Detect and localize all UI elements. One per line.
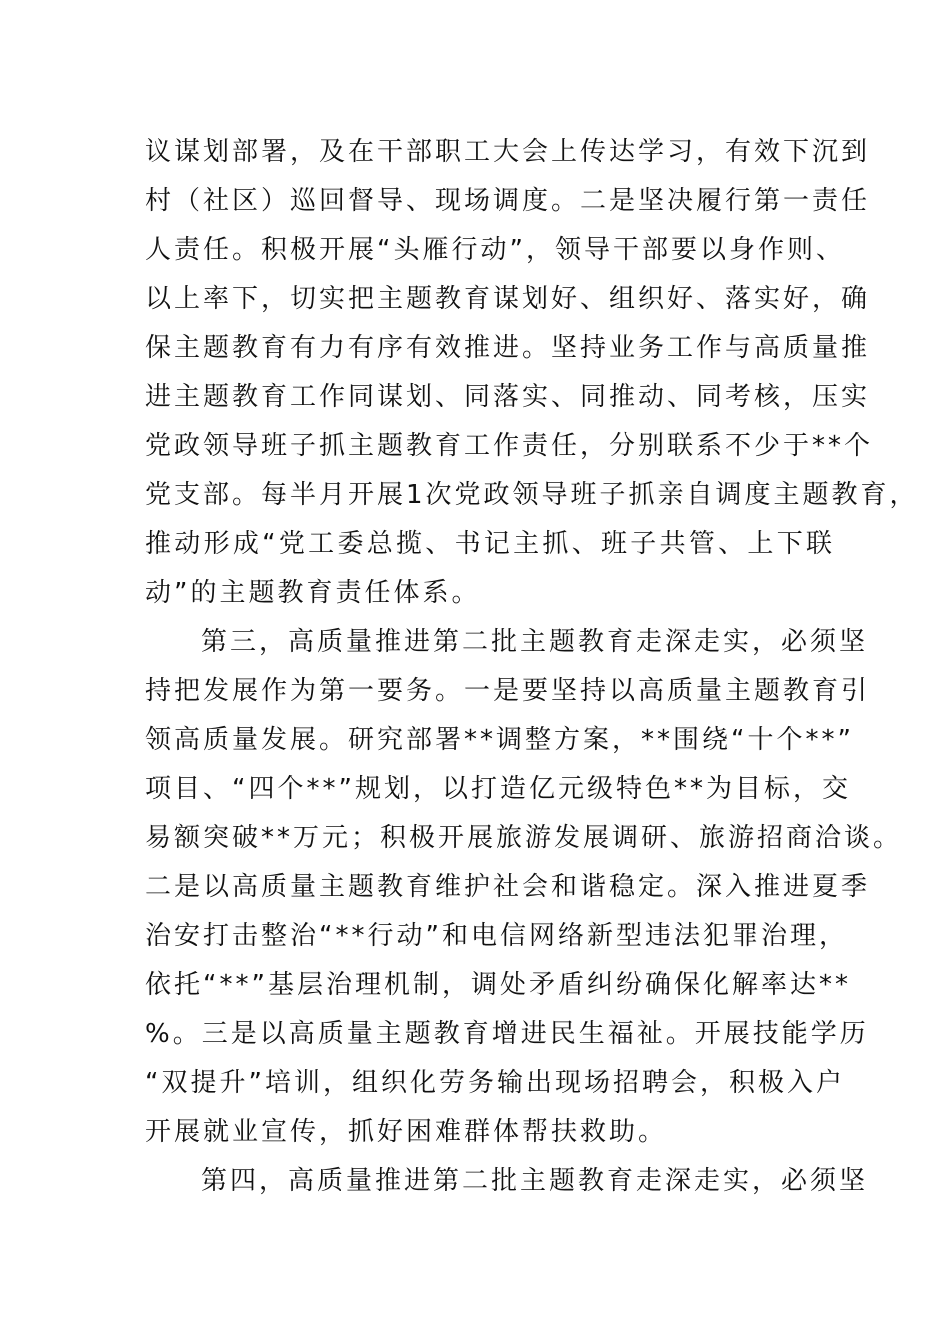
text-line: 治安打击整治“**行动”和电信网络新型违法犯罪治理， <box>145 921 848 951</box>
text-line: 进主题教育工作同谋划、同落实、同推动、同考核，压实 <box>145 382 871 412</box>
text-line: “双提升”培训，组织化劳务输出现场招聘会，积极入户 <box>145 1068 845 1098</box>
text-line: 依托“**”基层治理机制，调处矛盾纠纷确保化解率达** <box>145 970 851 1000</box>
text-line: %。三是以高质量主题教育增进民生福祉。开展技能学历 <box>145 1019 869 1049</box>
text-line: 议谋划部署，及在干部职工大会上传达学习，有效下沉到 <box>145 137 871 167</box>
text-line: 持把发展作为第一要务。一是要坚持以高质量主题教育引 <box>145 676 871 706</box>
paragraph-start-line: 第四，高质量推进第二批主题教育走深走实，必须坚 <box>201 1166 869 1196</box>
text-line: 项目、“四个**”规划，以打造亿元级特色**为目标，交 <box>145 774 851 804</box>
text-line: 推动形成“党工委总揽、书记主抓、班子共管、上下联 <box>145 529 835 559</box>
text-line: 易额突破**万元；积极开展旅游发展调研、旅游招商洽谈。 <box>145 823 903 853</box>
text-line: 二是以高质量主题教育维护社会和谐稳定。深入推进夏季 <box>145 872 871 902</box>
text-line: 党支部。每半月开展1次党政领导班子抓亲自调度主题教育， <box>145 480 919 510</box>
text-line: 开展就业宣传，抓好困难群体帮扶救助。 <box>145 1117 668 1147</box>
text-line: 以上率下，切实把主题教育谋划好、组织好、落实好，确 <box>145 284 871 314</box>
text-line: 党政领导班子抓主题教育工作责任，分别联系不少于**个 <box>145 431 874 461</box>
body-text <box>145 128 919 1206</box>
text-line: 人责任。积极开展“头雁行动”，领导干部要以身作则、 <box>145 235 845 265</box>
text-line: 领高质量发展。研究部署**调整方案，**围绕“十个**” <box>145 725 854 755</box>
paragraph-start-line: 第三，高质量推进第二批主题教育走深走实，必须坚 <box>201 627 869 657</box>
text-line: 动”的主题教育责任体系。 <box>145 578 481 608</box>
text-line: 保主题教育有力有序有效推进。坚持业务工作与高质量推 <box>145 333 871 363</box>
text-line: 村（社区）巡回督导、现场调度。二是坚决履行第一责任 <box>145 186 871 216</box>
